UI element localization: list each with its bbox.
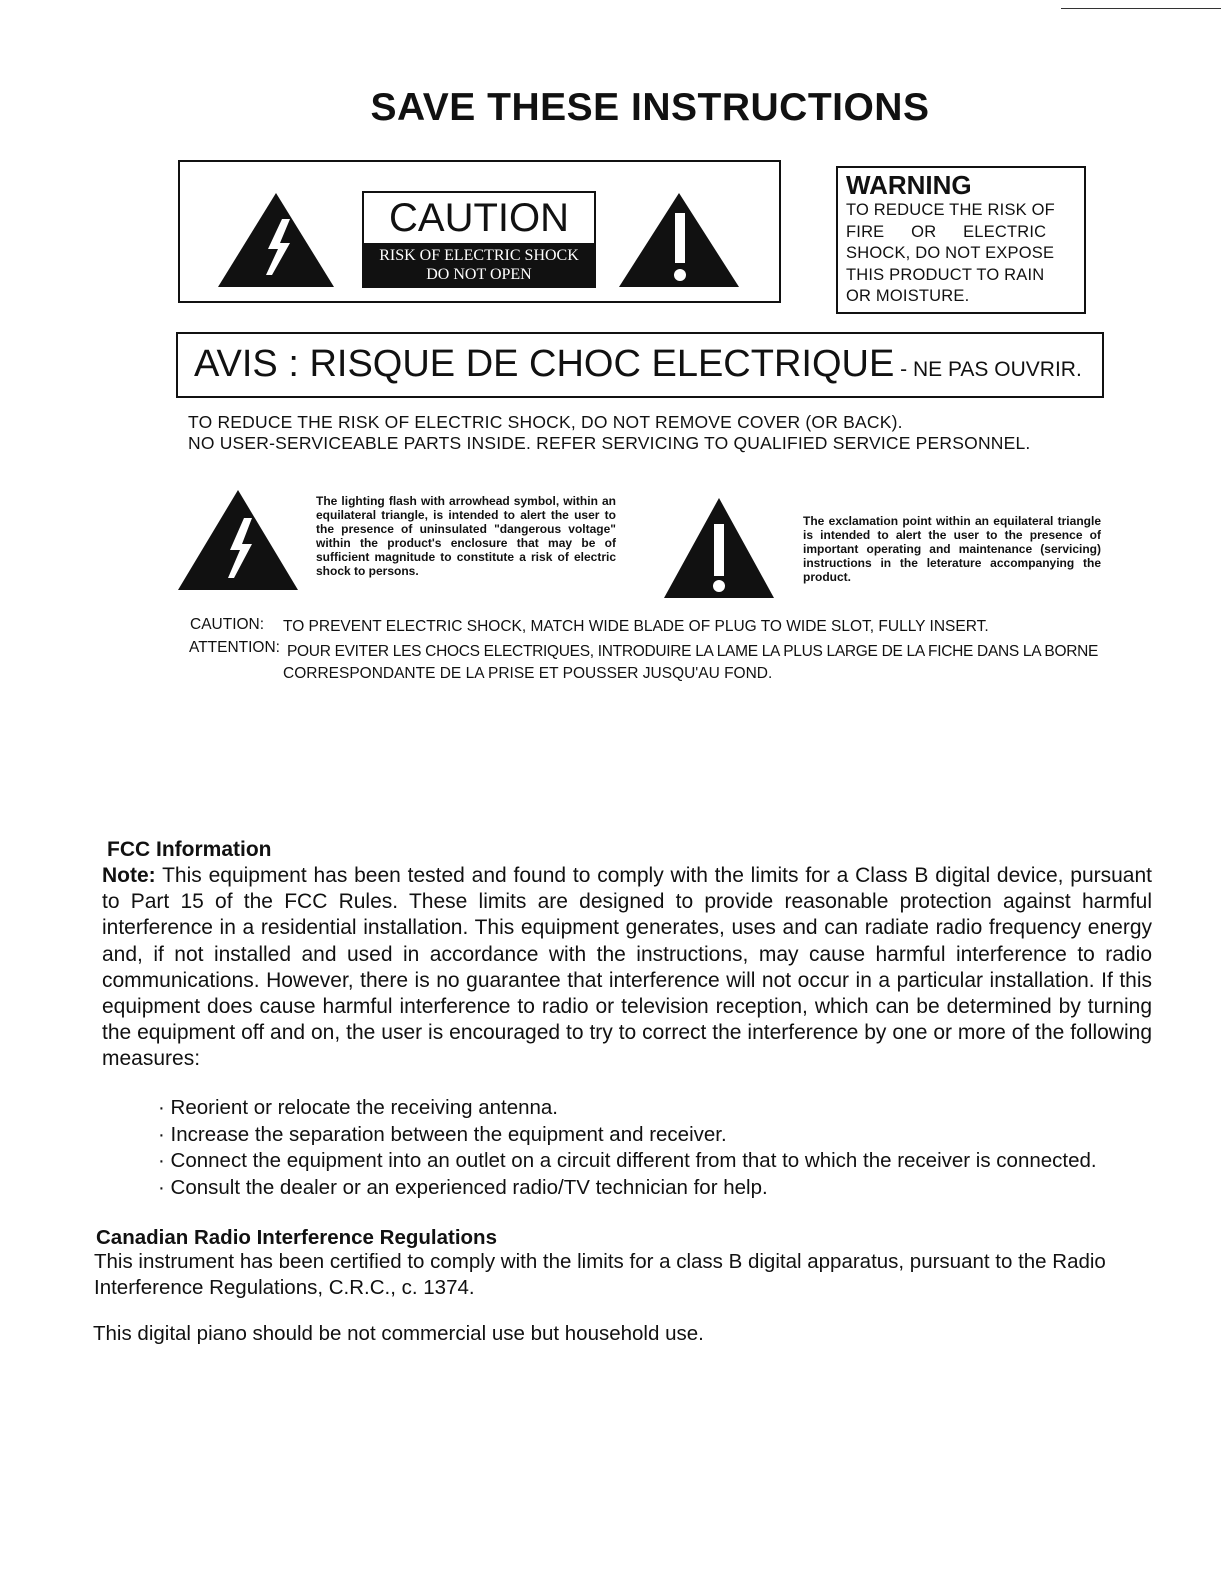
avis-main-text: AVIS : RISQUE DE CHOC ELECTRIQUE	[194, 343, 895, 385]
page-edge-mark	[1061, 0, 1221, 9]
exclamation-description: The exclamation point within an equilateral triangle is intended to alert the user to the presence of important operating and maintenance (servicing) instructions in the leterature accompanying the product.	[803, 514, 1101, 584]
reduce-line-2: NO USER-SERVICEABLE PARTS INSIDE. REFER SERVICING TO QUALIFIED SERVICE PERSONNEL.	[188, 433, 1031, 453]
list-item-text: Consult the dealer or an experienced radio/TV technician for help.	[170, 1175, 768, 1199]
warning-line-5: OR MOISTURE.	[846, 287, 970, 305]
warning-box	[836, 166, 1086, 314]
reduce-risk-text	[188, 412, 1031, 454]
warning-title: WARNING	[846, 170, 972, 200]
caution-band-line1: RISK OF ELECTRIC SHOCK	[379, 247, 579, 264]
avis-small-text: - NE PAS OUVRIR.	[894, 358, 1082, 381]
warning-line-3: SHOCK, DO NOT EXPOSE	[846, 244, 1055, 262]
lightning-triangle-icon	[176, 488, 300, 592]
canadian-title: Canadian Radio Interference Regulations	[96, 1226, 497, 1249]
lightning-triangle-icon	[216, 191, 336, 289]
plug-attention-text-1: POUR EVITER LES CHOCS ELECTRIQUES, INTRODUIRE LA LAME LA PLUS LARGE DE LA FICHE DANS LA BORNE	[287, 643, 1099, 660]
caution-word: CAUTION	[389, 196, 569, 240]
fcc-body	[102, 863, 1152, 1073]
list-item: · Increase the separation between the equipment and receiver.	[158, 1122, 727, 1146]
exclamation-triangle-icon	[617, 191, 741, 289]
plug-attention-text-2: CORRESPONDANTE DE LA PRISE ET POUSSER JUSQU'AU FOND.	[283, 665, 773, 682]
warning-line-1: TO REDUCE THE RISK OF	[846, 201, 1055, 219]
warning-line-4: THIS PRODUCT TO RAIN	[846, 265, 1045, 284]
avis-text	[194, 340, 1082, 394]
avis-box	[176, 332, 1104, 398]
household-use-note: This digital piano should be not commercial use but household use.	[93, 1322, 704, 1345]
plug-caution-text: TO PREVENT ELECTRIC SHOCK, MATCH WIDE BLADE OF PLUG TO WIDE SLOT, FULLY INSERT.	[283, 618, 989, 635]
lightning-description: The lighting flash with arrowhead symbol, within an equilateral triangle, is intended to alert the user to the presence of uninsulated "dangerous voltage" within the product's enclosure that may be of sufficient magnitude to constitute a risk of electric shock to persons.	[316, 494, 616, 578]
fcc-note-label: Note:	[102, 864, 156, 887]
caution-band-line2: DO NOT OPEN	[426, 266, 532, 283]
list-item-text: Increase the separation between the equipment and receiver.	[170, 1122, 727, 1146]
caution-panel	[362, 191, 596, 288]
plug-caution-label: CAUTION:	[190, 616, 265, 633]
canadian-body: This instrument has been certified to comply with the limits for a class B digital apparatus, pursuant to the Radio Interference Regulations, C.R.C., c. 1374.	[94, 1250, 1106, 1299]
plug-attention-label: ATTENTION:	[189, 639, 280, 656]
warning-line-2: FIRE OR ELECTRIC	[846, 222, 1047, 241]
list-item-text: Connect the equipment into an outlet on a circuit different from that to which the receiver is connected.	[170, 1149, 1097, 1172]
list-item: · Consult the dealer or an experienced radio/TV technician for help.	[158, 1175, 768, 1199]
list-item-text: Reorient or relocate the receiving antenna.	[170, 1096, 558, 1119]
exclamation-triangle-icon	[662, 496, 776, 600]
fcc-body-text: This equipment has been tested and found to comply with the limits for a Class B digital device, pursuant to Part 15 of the FCC Rules. These limits are designed to provide reasonable protection against harmful interference in a residential installation. This equipment generates, uses and can radiate radio frequency energy and, if not installed and used in accordance with the instructions, may cause harmful interference to radio communications. However, there is no guarantee that interference will not occur in a particular installation. If this equipment does cause harmful interference to radio or television reception, which can be determined by turning the equipment off and on, the user is encouraged to try to correct the interference by one or more of the following measures:	[102, 864, 1152, 1071]
caution-band	[364, 243, 594, 288]
reduce-line-1: TO REDUCE THE RISK OF ELECTRIC SHOCK, DO NOT REMOVE COVER (OR BACK).	[188, 412, 903, 432]
page-title: SAVE THESE INSTRUCTIONS	[370, 86, 930, 129]
list-item: · Connect the equipment into an outlet on a circuit different from that to which the receiver is connected.	[158, 1149, 1097, 1172]
fcc-title: FCC Information	[107, 838, 272, 861]
fcc-measures-list	[158, 1095, 1097, 1201]
list-item: · Reorient or relocate the receiving antenna.	[158, 1096, 558, 1119]
